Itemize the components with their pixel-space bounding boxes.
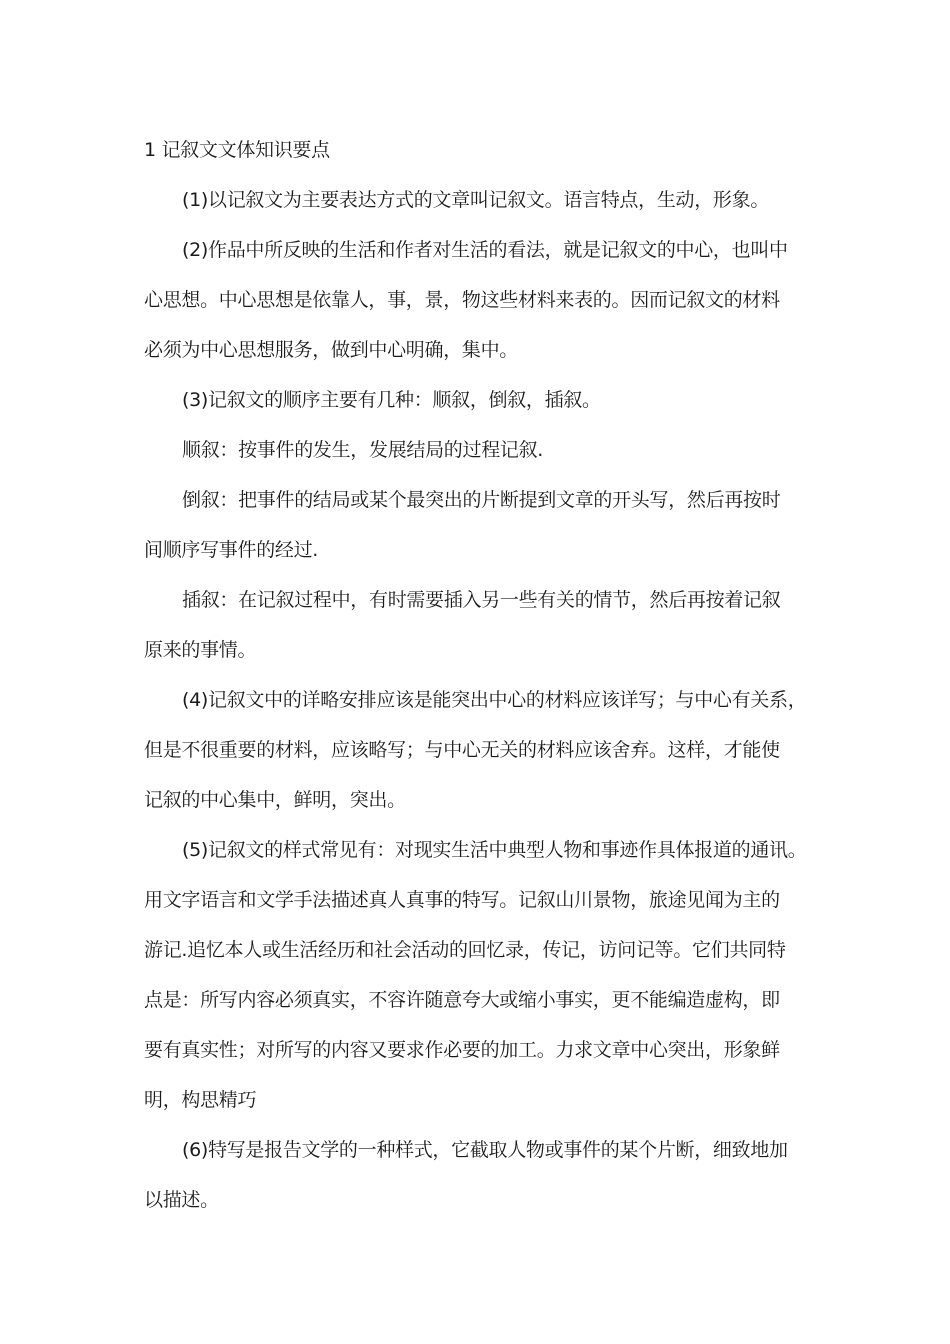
paragraph-2-line: 心思想。中心思想是依靠人，事，景，物这些材料来表的。因而记叙文的材料 bbox=[144, 289, 780, 311]
paragraph-6-line: 以描述。 bbox=[144, 1189, 219, 1211]
paragraph-1-line: (1)以记叙文为主要表达方式的文章叫记叙文。语言特点，生动，形象。 bbox=[182, 189, 770, 211]
paragraph-chaxu-line: 原来的事情。 bbox=[144, 639, 257, 661]
paragraph-5-line: 用文字语言和文学手法描述真人真事的特写。记叙山川景物，旅途见闻为主的 bbox=[144, 889, 780, 911]
paragraph-daoxu-line: 间顺序写事件的经过. bbox=[144, 539, 319, 561]
paragraph-6-line: (6)特写是报告文学的一种样式，它截取人物或事件的某个片断，细致地加 bbox=[182, 1139, 788, 1161]
document-body bbox=[144, 132, 816, 1232]
paragraph-shunxu-line: 顺叙：按事件的发生，发展结局的过程记叙. bbox=[182, 439, 544, 461]
paragraph-chaxu-line: 插叙：在记叙过程中，有时需要插入另一些有关的情节，然后再按着记叙 bbox=[182, 589, 781, 611]
paragraph-5-line: 明，构思精巧 bbox=[144, 1089, 257, 1111]
paragraph-4-line: (4)记叙文中的详略安排应该是能突出中心的材料应该详写；与中心有关系， bbox=[182, 689, 807, 711]
paragraph-3-line: (3)记叙文的顺序主要有几种：顺叙，倒叙，插叙。 bbox=[182, 389, 601, 411]
paragraph-2-line: (2)作品中所反映的生活和作者对生活的看法，就是记叙文的中心，也叫中 bbox=[182, 239, 788, 261]
paragraph-daoxu-line: 倒叙：把事件的结局或某个最突出的片断提到文章的开头写，然后再按时 bbox=[182, 489, 781, 511]
paragraph-5-line: 游记.追忆本人或生活经历和社会活动的回忆录，传记，访问记等。它们共同特 bbox=[144, 939, 786, 961]
section-heading: 1 记叙文文体知识要点 bbox=[144, 139, 330, 161]
paragraph-4-line: 记叙的中心集中，鲜明，突出。 bbox=[144, 789, 406, 811]
paragraph-4-line: 但是不很重要的材料，应该略写；与中心无关的材料应该舍弃。这样，才能使 bbox=[144, 739, 780, 761]
paragraph-5-line: 要有真实性；对所写的内容又要求作必要的加工。力求文章中心突出，形象鲜 bbox=[144, 1039, 780, 1061]
paragraph-5-line: (5)记叙文的样式常见有：对现实生活中典型人物和事迹作具体报道的通讯。 bbox=[182, 839, 807, 861]
paragraph-5-line: 点是：所写内容必须真实，不容许随意夸大或缩小事实，更不能编造虚构，即 bbox=[144, 989, 780, 1011]
paragraph-2-line: 必须为中心思想服务，做到中心明确，集中。 bbox=[144, 339, 519, 361]
